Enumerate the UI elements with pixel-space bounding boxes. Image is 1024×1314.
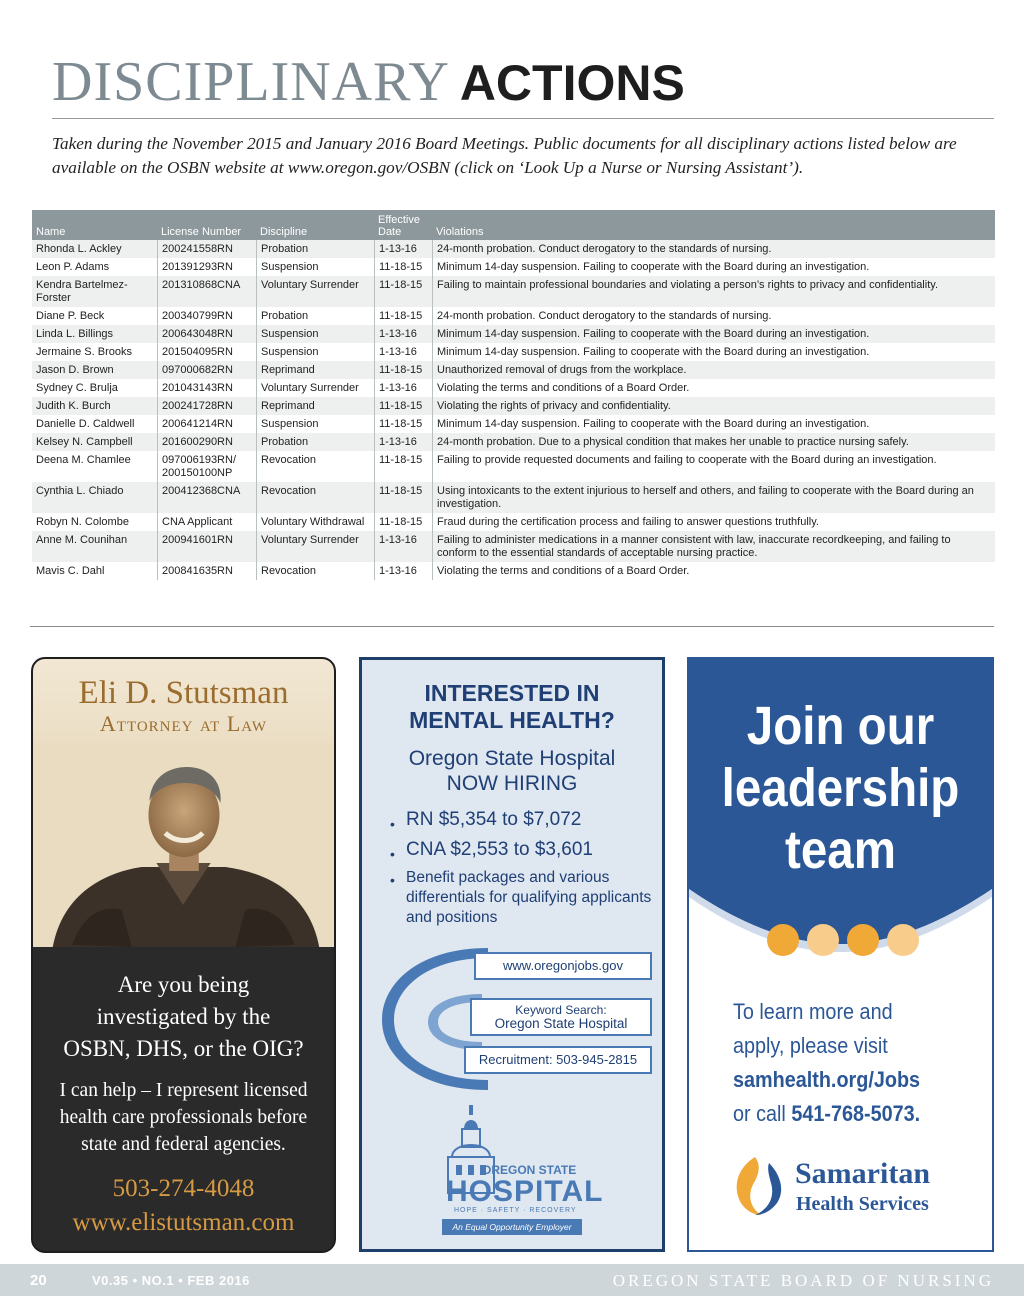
table-row: [32, 258, 995, 276]
table-row: [32, 482, 995, 513]
hospital-ad-subheading: [362, 746, 662, 796]
cell-date: 11-18-15: [374, 513, 432, 531]
cell-date: 11-18-15: [374, 361, 432, 379]
cell-name: Linda L. Billings: [36, 328, 114, 340]
hospital-recruitment-box[interactable]: Recruitment: 503-945-2815: [464, 1046, 652, 1074]
cell-discipline: Probation: [256, 433, 374, 451]
cell-violations: Minimum 14-day suspension. Failing to cooperate with the Board during an investigation.: [432, 258, 995, 276]
list-item: • CNA $2,553 to $3,601: [390, 838, 660, 862]
cell-license: 201504095RN: [157, 343, 256, 361]
hospital-contact-graphic: [378, 944, 644, 1094]
cell-name: Jermaine S. Brooks: [36, 346, 132, 358]
hospital-keyword-value: Oregon State Hospital: [494, 1016, 628, 1031]
cell-discipline: Voluntary Surrender: [256, 276, 374, 307]
cell-discipline: Voluntary Surrender: [256, 379, 374, 397]
samaritan-phone[interactable]: 541-768-5073.: [791, 1101, 921, 1126]
attorney-help-line: state and federal agencies.: [81, 1134, 286, 1155]
attorney-photo: [33, 745, 334, 947]
samaritan-flame-icon: [725, 1153, 791, 1219]
samaritan-logo-sub: Health Services: [796, 1193, 929, 1215]
samaritan-contact-text: [733, 995, 967, 1131]
hospital-logo: [442, 1105, 604, 1240]
cell-violations: Minimum 14-day suspension. Failing to cooperate with the Board during an investigation.: [432, 415, 995, 433]
cell-license: 200643048RN: [157, 325, 256, 343]
cell-name: Kelsey N. Campbell: [36, 436, 133, 448]
attorney-website-link[interactable]: www.elistutsman.com: [72, 1209, 295, 1236]
col-header-date: [374, 214, 432, 240]
table-row: [32, 397, 995, 415]
table-row: [32, 240, 995, 258]
cell-name: Diane P. Beck: [36, 310, 105, 322]
title-divider: [52, 118, 994, 119]
cell-license: 201043143RN: [157, 379, 256, 397]
table-row: [32, 513, 995, 531]
page-number: 20: [30, 1272, 47, 1289]
page-title-part1: DISCIPLINARY: [52, 51, 450, 113]
cell-date: 1-13-16: [374, 562, 432, 580]
table-header: [32, 210, 995, 240]
cell-license: 200641214RN: [157, 415, 256, 433]
cell-license: 200241728RN: [157, 397, 256, 415]
hospital-ad-heading: [362, 680, 662, 734]
attorney-help: [33, 1077, 334, 1158]
cell-name: Mavis C. Dahl: [36, 565, 105, 577]
attorney-question-line: Are you being: [117, 972, 250, 997]
cell-license: 200941601RN: [157, 531, 256, 562]
col-header-violations: Violations: [436, 226, 484, 238]
col-header-date-line1: Effective: [378, 214, 420, 226]
table-row: [32, 415, 995, 433]
cell-name: Robyn N. Colombe: [36, 516, 129, 528]
cell-date: 11-18-15: [374, 451, 432, 482]
samaritan-heading: [707, 695, 974, 881]
hospital-website-box[interactable]: www.oregonjobs.gov: [474, 952, 652, 980]
cell-date: 11-18-15: [374, 397, 432, 415]
table-row: [32, 531, 995, 562]
samaritan-logo: [725, 1153, 965, 1223]
cell-name: Danielle D. Caldwell: [36, 418, 135, 430]
attorney-ad[interactable]: [31, 657, 336, 1253]
cell-date: 1-13-16: [374, 343, 432, 361]
samaritan-heading-line: leadership: [721, 758, 960, 818]
cell-name: Rhonda L. Ackley: [36, 243, 122, 255]
cell-violations: Fraud during the certification process and failing to answer questions truthfully.: [432, 513, 995, 531]
attorney-ad-header: [33, 659, 334, 947]
samaritan-heading-line: team: [785, 820, 896, 880]
samaritan-line1: To learn more and: [733, 999, 893, 1024]
cell-license: 201310868CNA: [157, 276, 256, 307]
attorney-help-line: health care professionals before: [59, 1107, 308, 1128]
cell-discipline: Voluntary Withdrawal: [256, 513, 374, 531]
table-row: [32, 433, 995, 451]
cell-date: 11-18-15: [374, 276, 432, 307]
hospital-logo-line1: OREGON STATE: [482, 1163, 577, 1177]
cell-discipline: Suspension: [256, 415, 374, 433]
section-divider: [30, 626, 994, 627]
cell-license: 200412368CNA: [157, 482, 256, 513]
page-footer: [0, 1264, 1024, 1296]
table-row: [32, 379, 995, 397]
cell-date: 1-13-16: [374, 433, 432, 451]
hospital-logo-line2: HOSPITAL: [446, 1175, 604, 1208]
table-row: [32, 451, 995, 482]
cell-discipline: Revocation: [256, 562, 374, 580]
hospital-keyword-label: Keyword Search:: [515, 1003, 607, 1017]
cell-violations: Unauthorized removal of drugs from the workplace.: [432, 361, 995, 379]
cell-license: 201600290RN: [157, 433, 256, 451]
cell-violations: Minimum 14-day suspension. Failing to cooperate with the Board during an investigation.: [432, 343, 995, 361]
attorney-subtitle: Attorney at Law: [99, 711, 268, 736]
samaritan-ad[interactable]: [687, 657, 994, 1252]
table-row: [32, 343, 995, 361]
attorney-question: [33, 969, 334, 1065]
cell-discipline: Reprimand: [256, 397, 374, 415]
attorney-question-line: OSBN, DHS, or the OIG?: [63, 1036, 304, 1061]
cell-date: 11-18-15: [374, 307, 432, 325]
cell-name: Anne M. Counihan: [36, 534, 128, 546]
cell-license: 200340799RN: [157, 307, 256, 325]
cell-violations: Violating the rights of privacy and confidentiality.: [432, 397, 995, 415]
cell-name: Sydney C. Brulja: [36, 382, 118, 394]
list-item: • Benefit packages and various differentials for qualifying applicants and positions: [390, 868, 660, 928]
cell-name: Leon P. Adams: [36, 261, 110, 273]
attorney-question-line: investigated by the: [96, 1004, 271, 1029]
table-row: [32, 361, 995, 379]
cell-name: Kendra Bartelmez-Forster: [36, 279, 128, 304]
cell-license: 097006193RN/ 200150100NP: [157, 451, 256, 482]
cell-violations: 24-month probation. Due to a physical condition that makes her unable to practice nursing safely.: [432, 433, 995, 451]
cell-date: 1-13-16: [374, 240, 432, 258]
col-header-name: Name: [36, 226, 66, 238]
cell-name: Deena M. Chamlee: [36, 454, 131, 466]
hospital-logo-tagline: HOPE · SAFETY · RECOVERY: [454, 1207, 577, 1214]
cell-discipline: Probation: [256, 240, 374, 258]
samaritan-call-line: [733, 1097, 967, 1131]
col-header-license: License Number: [161, 226, 242, 238]
issue-info: V0.35 • NO.1 • FEB 2016: [92, 1273, 250, 1288]
cell-license: CNA Applicant: [157, 513, 256, 531]
organization-name: OREGON STATE BOARD OF NURSING: [612, 1271, 994, 1290]
attorney-help-line: I can help – I represent licensed: [59, 1080, 308, 1101]
hospital-benefits-list: [390, 808, 660, 928]
cell-discipline: Suspension: [256, 343, 374, 361]
attorney-name: Eli D. Stutsman: [78, 675, 289, 711]
cell-violations: Violating the terms and conditions of a Board Order.: [432, 562, 995, 580]
cell-discipline: Revocation: [256, 482, 374, 513]
cell-discipline: Probation: [256, 307, 374, 325]
hospital-ad[interactable]: [359, 657, 665, 1252]
samaritan-heading-line: Join our: [746, 696, 935, 756]
cell-violations: Failing to maintain professional boundaries and violating a person’s rights to privacy and confidentiality.: [432, 276, 995, 307]
hospital-keyword-box: [470, 998, 652, 1036]
table-row: [32, 325, 995, 343]
cell-violations: Minimum 14-day suspension. Failing to cooperate with the Board during an investigation.: [432, 325, 995, 343]
col-header-date-line2: Date: [378, 226, 402, 238]
cell-discipline: Suspension: [256, 258, 374, 276]
samaritan-dots-decoration: [765, 922, 925, 958]
cell-violations: Failing to administer medications in a manner consistent with law, inaccurate recordkeeping, and failing to conform to the essential standards of acceptable nursing practice.: [432, 531, 995, 562]
col-header-discipline: Discipline: [260, 226, 308, 238]
list-item: • RN $5,354 to $7,072: [390, 808, 660, 832]
disciplinary-table: [32, 210, 995, 580]
hospital-heading-line: MENTAL HEALTH?: [409, 707, 615, 733]
cell-violations: 24-month probation. Conduct derogatory to the standards of nursing.: [432, 307, 995, 325]
cell-discipline: Revocation: [256, 451, 374, 482]
hospital-subheading-line: NOW HIRING: [446, 772, 578, 795]
cell-violations: Failing to provide requested documents and failing to cooperate with the Board during an investigation.: [432, 451, 995, 482]
cell-name: Jason D. Brown: [36, 364, 114, 376]
cell-discipline: Voluntary Surrender: [256, 531, 374, 562]
cell-discipline: Suspension: [256, 325, 374, 343]
table-row: [32, 562, 995, 580]
hospital-subheading-line: Oregon State Hospital: [408, 747, 616, 770]
table-row: [32, 307, 995, 325]
hospital-heading-line: INTERESTED IN: [424, 680, 600, 706]
samaritan-call-prefix: or call: [733, 1101, 792, 1126]
cell-violations: Using intoxicants to the extent injurious to herself and others, and failing to cooperate with the Board during an investigation.: [432, 482, 995, 513]
cell-name: Cynthia L. Chiado: [36, 485, 124, 497]
cell-date: 11-18-15: [374, 482, 432, 513]
cell-date: 11-18-15: [374, 415, 432, 433]
samaritan-line2: apply, please visit: [733, 1033, 888, 1058]
samaritan-logo-name: Samaritan: [795, 1157, 930, 1190]
page-title: [52, 50, 685, 114]
cell-license: 200841635RN: [157, 562, 256, 580]
cell-date: 1-13-16: [374, 531, 432, 562]
hospital-logo-banner: An Equal Opportunity Employer: [442, 1219, 582, 1235]
table-row: [32, 276, 995, 307]
cell-date: 1-13-16: [374, 379, 432, 397]
intro-text: Taken during the November 2015 and January 2016 Board Meetings. Public documents for all disciplinary actions listed below are available on the OSBN website at www.oregon.gov/OSBN (click on ‘Look Up a Nurse or Nursing Assistant’).: [52, 134, 957, 177]
cell-date: 11-18-15: [374, 258, 432, 276]
cell-license: 200241558RN: [157, 240, 256, 258]
cell-violations: Violating the terms and conditions of a Board Order.: [432, 379, 995, 397]
page-title-part2: ACTIONS: [459, 55, 685, 111]
cell-license: 097000682RN: [157, 361, 256, 379]
cell-name: Judith K. Burch: [36, 400, 111, 412]
cell-violations: 24-month probation. Conduct derogatory to the standards of nursing.: [432, 240, 995, 258]
attorney-phone[interactable]: 503-274-4048: [112, 1175, 255, 1202]
cell-date: 1-13-16: [374, 325, 432, 343]
table-body: [32, 240, 995, 580]
cell-discipline: Reprimand: [256, 361, 374, 379]
samaritan-jobs-link[interactable]: samhealth.org/Jobs: [733, 1067, 921, 1092]
cell-license: 201391293RN: [157, 258, 256, 276]
